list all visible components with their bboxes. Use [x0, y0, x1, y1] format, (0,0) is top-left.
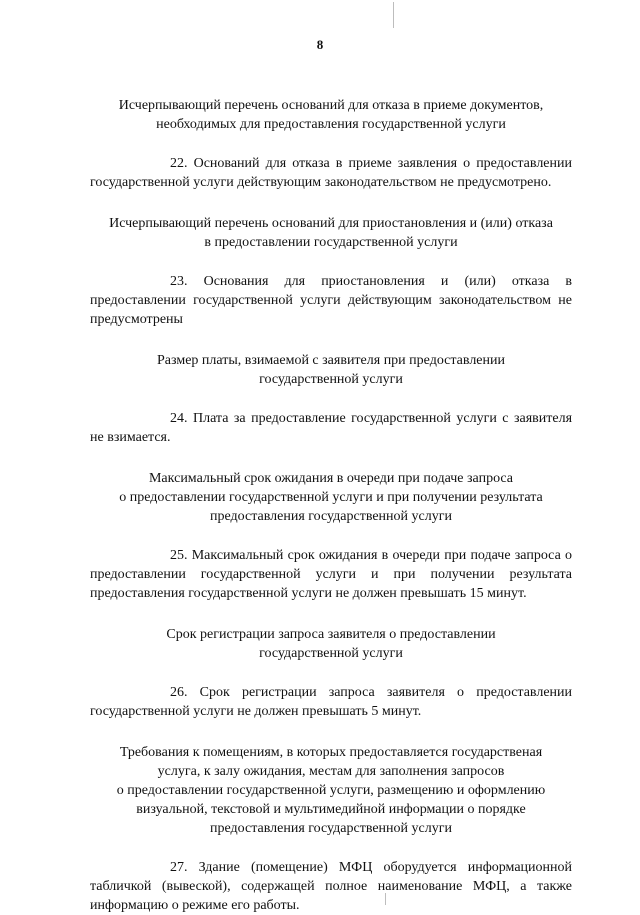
heading-line: Исчерпывающий перечень оснований для отказа в приеме документов,	[118, 98, 544, 113]
heading-line: о предоставлении государственной услуги и при получении результата	[119, 490, 543, 505]
heading-line: Исчерпывающий перечень оснований для приостановления и (или) отказа	[109, 216, 553, 231]
paragraph	[90, 272, 572, 329]
section	[90, 351, 572, 447]
heading-line: необходимых для предоставления государственной услуги	[156, 117, 506, 132]
heading-line: предоставления государственной услуги	[210, 821, 452, 836]
paragraph-text: Основания для приостановления и (или) отказа в предоставлении государственной услуги действующим законодательством не предусмотрены	[90, 274, 573, 327]
section-heading	[90, 214, 572, 252]
paragraph	[90, 154, 572, 192]
paragraph-number: 23.	[170, 274, 188, 289]
heading-line: предоставления государственной услуги	[210, 509, 452, 524]
section-heading	[90, 743, 572, 838]
paragraph-number: 26.	[170, 685, 188, 700]
section-heading	[90, 625, 572, 663]
section	[90, 96, 572, 192]
section	[90, 743, 572, 915]
page-number: 8	[316, 37, 324, 52]
paragraph-number: 25.	[170, 548, 188, 563]
paragraph	[90, 409, 572, 447]
heading-line: государственной услуги	[259, 372, 403, 387]
section	[90, 469, 572, 603]
paragraph-number: 27.	[170, 860, 188, 875]
section-heading	[90, 351, 572, 389]
heading-line: визуальной, текстовой и мультимедийной информации о порядке	[136, 802, 526, 817]
paragraph	[90, 858, 572, 915]
section-heading	[90, 469, 572, 526]
heading-line: государственной услуги	[259, 646, 403, 661]
paragraph-text: Максимальный срок ожидания в очереди при подаче запроса о предоставлении государственной услуги и при получении результата предоставления государственной услуги не должен превышать 15 минут.	[90, 548, 572, 601]
heading-line: Максимальный срок ожидания в очереди при подаче запроса	[148, 471, 514, 486]
scan-artifact-top	[393, 2, 394, 28]
heading-line: в предоставлении государственной услуги	[204, 235, 458, 250]
paragraph	[90, 683, 572, 721]
heading-line: услуга, к залу ожидания, местам для заполнения запросов	[157, 764, 505, 779]
heading-line: Размер платы, взимаемой с заявителя при предоставлении	[157, 353, 505, 368]
section	[90, 214, 572, 329]
paragraph	[90, 546, 572, 603]
paragraph-text: Срок регистрации запроса заявителя о предоставлении государственной услуги не должен превышать 5 минут.	[90, 685, 573, 719]
paragraph-number: 22.	[170, 156, 188, 171]
paragraph-text: Здание (помещение) МФЦ оборудуется информационной табличкой (вывеской), содержащей полное наименование МФЦ, а также информацию о режиме его работы.	[90, 860, 572, 913]
heading-line: о предоставлении государственной услуги, размещению и оформлению	[116, 783, 546, 798]
paragraph-text: Оснований для отказа в приеме заявления о предоставлении государственной услуги действующим законодательством не предусмотрено.	[90, 156, 573, 190]
paragraph-text: Плата за предоставление государственной услуги с заявителя не взимается.	[90, 411, 573, 445]
heading-line: Срок регистрации запроса заявителя о предоставлении	[166, 627, 496, 642]
heading-line: Требования к помещениям, в которых предоставляется государственая	[119, 745, 543, 760]
document-body	[90, 96, 572, 915]
section-heading	[90, 96, 572, 134]
section	[90, 625, 572, 721]
paragraph-number: 24.	[170, 411, 188, 426]
